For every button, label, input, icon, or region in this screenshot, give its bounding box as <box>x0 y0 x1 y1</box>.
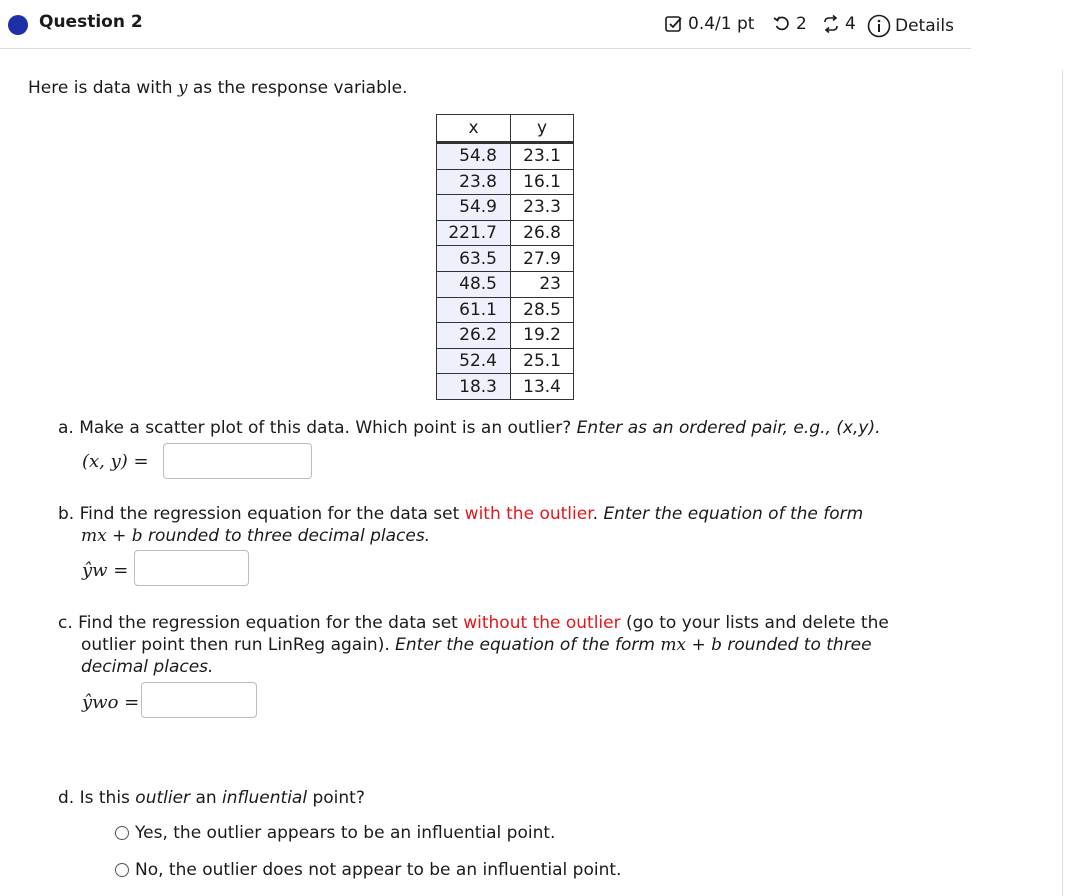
data-table <box>436 114 574 400</box>
retries-count: 2 <box>796 14 807 34</box>
right-border <box>1062 70 1063 896</box>
table-row: 61.1 28.5 <box>437 297 574 323</box>
option-no[interactable] <box>115 860 621 880</box>
part-b-question: b. Find the regression equation for the data set with the outlier. Enter the equation of the form mx + b rounded to three decimal places. <box>58 504 864 546</box>
part-c-label: ŷwo = <box>82 692 140 713</box>
repeat-icon <box>821 14 841 34</box>
table-row: 18.3 13.4 <box>437 374 574 400</box>
part-a-label: (x, y) = <box>82 451 149 472</box>
regression-with-outlier-input[interactable] <box>134 550 249 586</box>
score-text: 0.4/1 pt <box>688 14 755 34</box>
intro-text: Here is data with y as the response variable. <box>28 78 408 98</box>
retries-indicator <box>772 14 807 34</box>
header-divider <box>0 48 971 49</box>
regression-without-outlier-input[interactable] <box>141 682 257 718</box>
column-header-y: y <box>511 115 574 143</box>
table-row: 54.8 23.1 <box>437 143 574 170</box>
attempts-count: 4 <box>845 14 856 34</box>
question-status-dot <box>8 15 28 35</box>
table-row: 221.7 26.8 <box>437 220 574 246</box>
table-row: 23.8 16.1 <box>437 169 574 195</box>
radio-no[interactable] <box>115 863 129 877</box>
part-d-question: d. Is this outlier an influential point? <box>58 788 365 808</box>
details-button[interactable] <box>867 14 954 38</box>
option-yes[interactable] <box>115 823 555 843</box>
option-no-label: No, the outlier does not appear to be an influential point. <box>135 860 622 880</box>
table-row: 26.2 19.2 <box>437 323 574 349</box>
score-indicator <box>664 14 754 34</box>
table-row: 52.4 25.1 <box>437 348 574 374</box>
table-row: 54.9 23.3 <box>437 195 574 221</box>
radio-yes[interactable] <box>115 826 129 840</box>
table-row: 48.5 23 <box>437 271 574 297</box>
table-row: 63.5 27.9 <box>437 246 574 272</box>
info-icon <box>867 14 891 38</box>
part-b-label: ŷw = <box>82 560 129 581</box>
option-yes-label: Yes, the outlier appears to be an influential point. <box>135 823 556 843</box>
part-a-question: a. Make a scatter plot of this data. Which point is an outlier? Enter as an ordered pair, e.g., (x,y). <box>58 418 881 438</box>
undo-icon <box>772 14 792 34</box>
part-c-question: c. Find the regression equation for the data set without the outlier (go to your lists and delete the outlier point then run LinReg again). Enter the equation of the form mx + b rounded to three decimal places. <box>58 613 889 677</box>
checkbox-score-icon <box>664 14 684 34</box>
details-label: Details <box>895 16 954 36</box>
ordered-pair-input[interactable] <box>163 443 312 479</box>
question-title: Question 2 <box>39 12 143 32</box>
column-header-x: x <box>437 115 511 143</box>
attempts-indicator <box>821 14 856 34</box>
